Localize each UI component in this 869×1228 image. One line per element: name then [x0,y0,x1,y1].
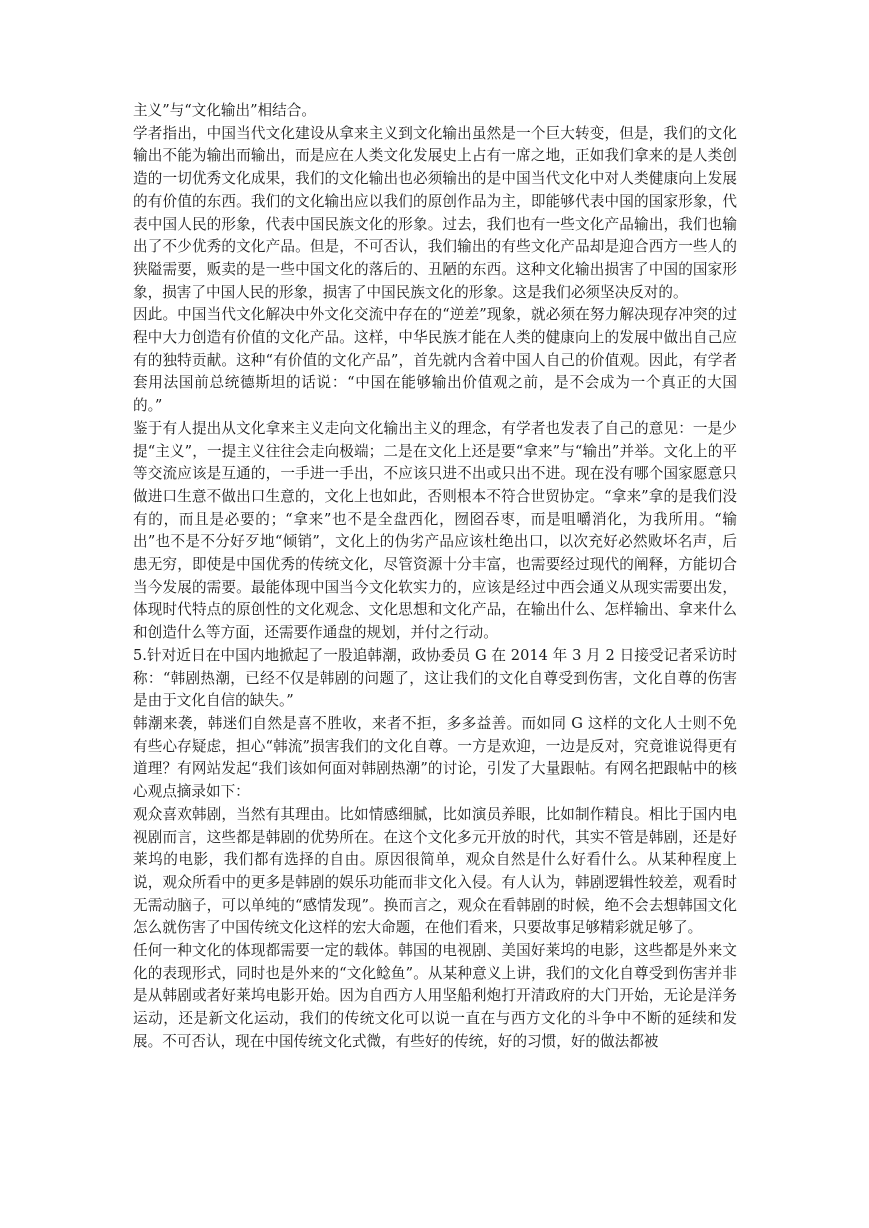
paragraph-therefore: 因此。中国当代文化解决中外文化交流中存在的“逆差”现象，就必须在努力解决现存冲突的过程中大力创造有价值的文化产品。这样，中华民族才能在人类的健康向上的发展中做出自己应有的独特贡献。这种“有价值的文化产品”，首先就内含着中国人自己的价值观。因此，有学者套用法国前总统德斯坦的话说：“中国在能够输出价值观之前，是不会成为一个真正的大国的。” [133,306,737,415]
paragraph-continuation: 主义”与“文化输出”相结合。 [133,102,316,119]
paragraph-import-export: 鉴于有人提出从文化拿来主义走向文化输出主义的理念，有学者也发表了自己的意见：一是少提“主义”，一提主义往往会走向极端；二是在文化上还是要“拿来”与“输出”并举。文化上的平等交流应该是互通的，一手进一手出，不应该只进不出或只出不进。现在没有哪个国家愿意只做进口生意不做出口生意的，文化上也如此，否则根本不符合世贸协定。“拿来”拿的是我们没有的，而且是必要的；“拿来”也不是全盘西化，囫囵吞枣，而是咀嚼消化，为我所用。“输出”也不是不分好歹地“倾销”，文化上的伪劣产品应该杜绝出口，以次充好必然败坏名声，后患无穷，即使是中国优秀的传统文化，尽管资源十分丰富，也需要经过现代的阐释，方能切合当今发展的需要。最能体现中国当今文化软实力的，应该是经过中西会通义从现实需要出发，体现时代特点的原创性的文化观念、文化思想和文化产品，在输出什么、怎样输出、拿来什么和创造什么等方面，还需要作通盘的规划，并付之行动。 [133,419,737,642]
document-body [133,100,737,1054]
paragraph-culture-carrier: 任何一种文化的体现都需要一定的载体。韩国的电视剧、美国好莱坞的电影，这些都是外来文化的表现形式，同时也是外来的“文化鲶鱼”。从某种意义上讲，我们的文化自尊受到伤害并非是从韩剧或者好莱坞电影开始。因为自西方人用坚船利炮打开清政府的大门开始，无论是洋务运动，还是新文化运动，我们的传统文化可以说一直在与西方文化的斗争中不断的延续和发展。不可否认，现在中国传统文化式微，有些好的传统，好的习惯，好的做法都被 [133,942,737,1050]
paragraph-audience: 观众喜欢韩剧，当然有其理由。比如情感细腻，比如演员养眼，比如制作精良。相比于国内电视剧而言，这些都是韩剧的优势所在。在这个文化多元开放的时代，其实不管是韩剧，还是好莱坞的电影，我们都有选择的自由。原因很简单，观众自然是什么好看什么。从某种程度上说，观众所看中的更多是韩剧的娱乐功能而非文化入侵。有人认为，韩剧逻辑性较差，观看时无需动脑子，可以单纯的“感情发现”。换而言之，观众在看韩剧的时候，绝不会去想韩国文化怎么就伤害了中国传统文化这样的宏大命题，在他们看来，只要故事足够精彩就足够了。 [133,805,737,937]
paragraph-scholar-view: 学者指出，中国当代文化建设从拿来主义到文化输出虽然是一个巨大转变，但是，我们的文化输出不能为输出而输出，而是应在人类文化发展史上占有一席之地，正如我们拿来的是人类创造的一切优秀文化成果，我们的文化输出也必须输出的是中国当代文化中对人类健康向上发展的有价值的东西。我们的文化输出应以我们的原创作品为主，即能够代表中国的国家形象，代表中国人民的形象，代表中国民族文化的形象。过去，我们也有一些文化产品输出，我们也输出了不少优秀的文化产品。但是，不可否认，我们输出的有些文化产品却是迎合西方一些人的狭隘需要，贩卖的是一些中国文化的落后的、丑陋的东西。这种文化输出损害了中国的国家形象，损害了中国人民的形象，损害了中国民族文化的形象。这是我们必须坚决反对的。 [133,124,737,301]
paragraph-korean-wave: 韩潮来袭，韩迷们自然是喜不胜收，来者不拒，多多益善。而如同 G 这样的文化人士则不免有些心存疑虑，担心“韩流”损害我们的文化自尊。一方是欢迎，一边是反对，究竟谁说得更有道理？有网站发起“我们该如何面对韩剧热潮”的讨论，引发了大量跟帖。有网名把跟帖中的核心观点摘录如下： [133,714,737,801]
paragraph-question-5: 5.针对近日在中国内地掀起了一股追韩潮，政协委员 G 在 2014 年 3 月 2 日接受记者采访时称：“韩剧热潮，已经不仅是韩剧的问题了，这让我们的文化自尊受到伤害，文化自尊的伤害是由于文化自信的缺失。” [133,646,737,710]
